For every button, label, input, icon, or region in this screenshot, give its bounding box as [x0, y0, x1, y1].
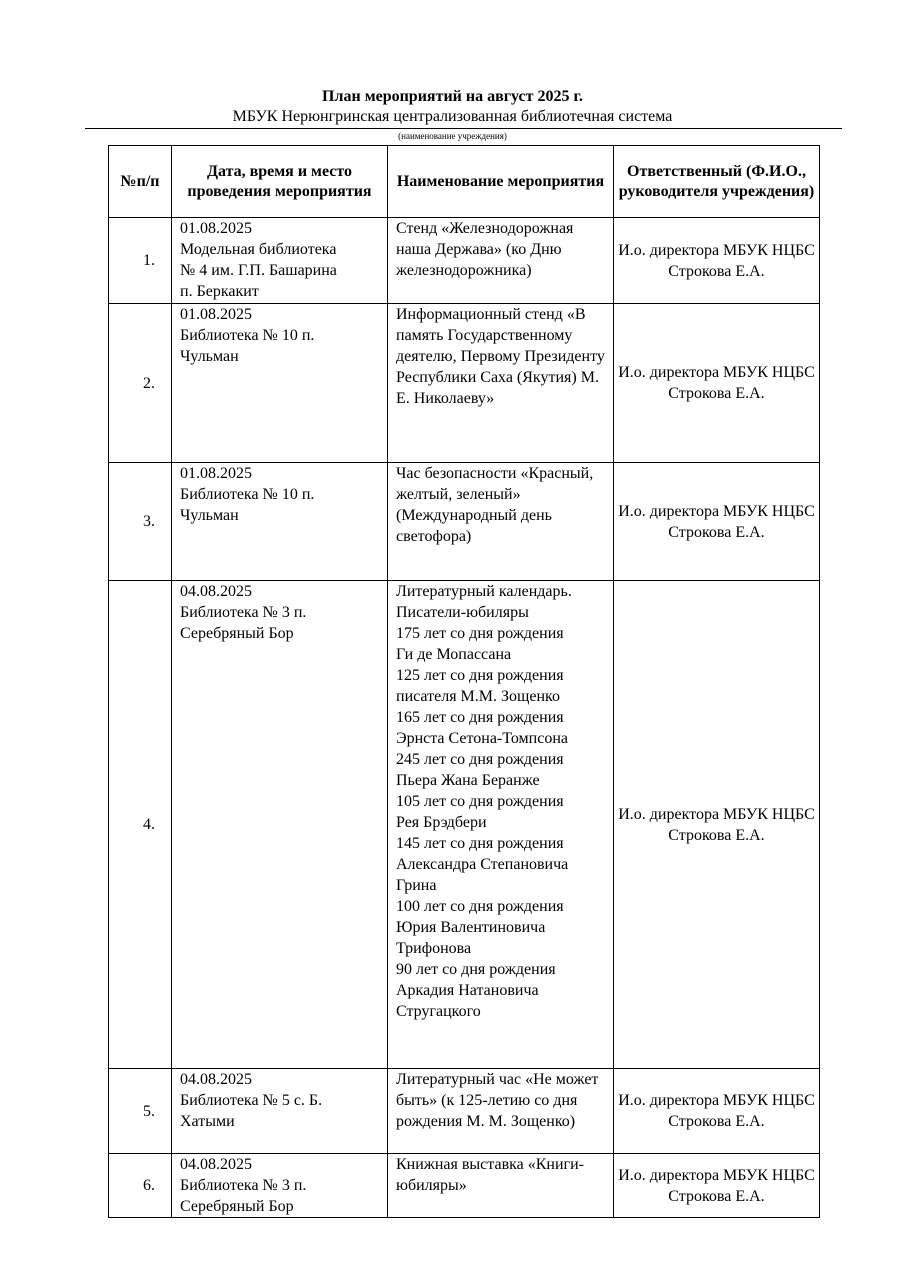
column-header-date-place: Дата, время и место проведения мероприятия [172, 146, 388, 218]
row-event: Литературный час «Не может быть» (к 125-летию со дня рождения М. М. Зощенко) [388, 1069, 614, 1154]
table-row [109, 1154, 820, 1218]
row-number: 3. [109, 463, 172, 581]
row-date-place: 04.08.2025 Библиотека № 3 п. Серебряный Бор [172, 1154, 388, 1218]
row-number: 4. [109, 581, 172, 1069]
row-date-place: 04.08.2025 Библиотека № 5 с. Б. Хатыми [172, 1069, 388, 1154]
row-event: Литературный календарь. Писатели-юбиляры 175 лет со дня рождения Ги де Мопассана 125 лет со дня рождения писателя М.М. Зощенко 165 лет со дня рождения Эрнста Сетона-Томпсона 245 лет со дня рождения Пьера Жана Беранже 105 лет со дня рождения Рея Брэдбери 145 лет со дня рождения Александра Степановича Грина 100 лет со дня рождения Юрия Валентиновича Трифонова 90 лет со дня рождения Аркадия Натановича Стругацкого [388, 581, 614, 1069]
document-title: План мероприятий на август 2025 г. [322, 88, 583, 105]
table-row [109, 218, 820, 304]
table-row [109, 463, 820, 581]
row-date-place: 01.08.2025 Библиотека № 10 п. Чульман [172, 304, 388, 463]
row-number: 2. [109, 304, 172, 463]
row-responsible: И.о. директора МБУК НЦБС Строкова Е.А. [614, 463, 820, 581]
row-responsible: И.о. директора МБУК НЦБС Строкова Е.А. [614, 218, 820, 304]
organization-underline [85, 128, 842, 129]
organization-name: МБУК Нерюнгринская централизованная библиотечная система [232, 108, 673, 125]
row-responsible: И.о. директора МБУК НЦБС Строкова Е.А. [614, 581, 820, 1069]
row-date-place: 04.08.2025 Библиотека № 3 п. Серебряный Бор [172, 581, 388, 1069]
row-event: Информационный стенд «В память Государственному деятелю, Первому Президенту Республики Саха (Якутия) М. Е. Николаеву» [388, 304, 614, 463]
column-header-number: №п/п [109, 146, 172, 218]
organization-caption: (наименование учреждения) [398, 131, 507, 141]
row-number: 6. [109, 1154, 172, 1218]
table-row [109, 1069, 820, 1154]
column-header-event: Наименование мероприятия [388, 146, 614, 218]
table-row [109, 581, 820, 1069]
row-number: 5. [109, 1069, 172, 1154]
events-table [108, 145, 820, 1218]
row-responsible: И.о. директора МБУК НЦБС Строкова Е.А. [614, 304, 820, 463]
row-responsible: И.о. директора МБУК НЦБС Строкова Е.А. [614, 1154, 820, 1218]
table-row [109, 304, 820, 463]
row-responsible: И.о. директора МБУК НЦБС Строкова Е.А. [614, 1069, 820, 1154]
row-event: Стенд «Железнодорожная наша Держава» (ко Дню железнодорожника) [388, 218, 614, 304]
row-date-place: 01.08.2025 Модельная библиотека № 4 им. Г.П. Башарина п. Беркакит [172, 218, 388, 304]
row-number: 1. [109, 218, 172, 304]
row-event: Книжная выставка «Книги-юбиляры» [388, 1154, 614, 1218]
row-event: Час безопасности «Красный, желтый, зеленый» (Международный день светофора) [388, 463, 614, 581]
column-header-responsible: Ответственный (Ф.И.О., руководителя учреждения) [614, 146, 820, 218]
row-date-place: 01.08.2025 Библиотека № 10 п. Чульман [172, 463, 388, 581]
